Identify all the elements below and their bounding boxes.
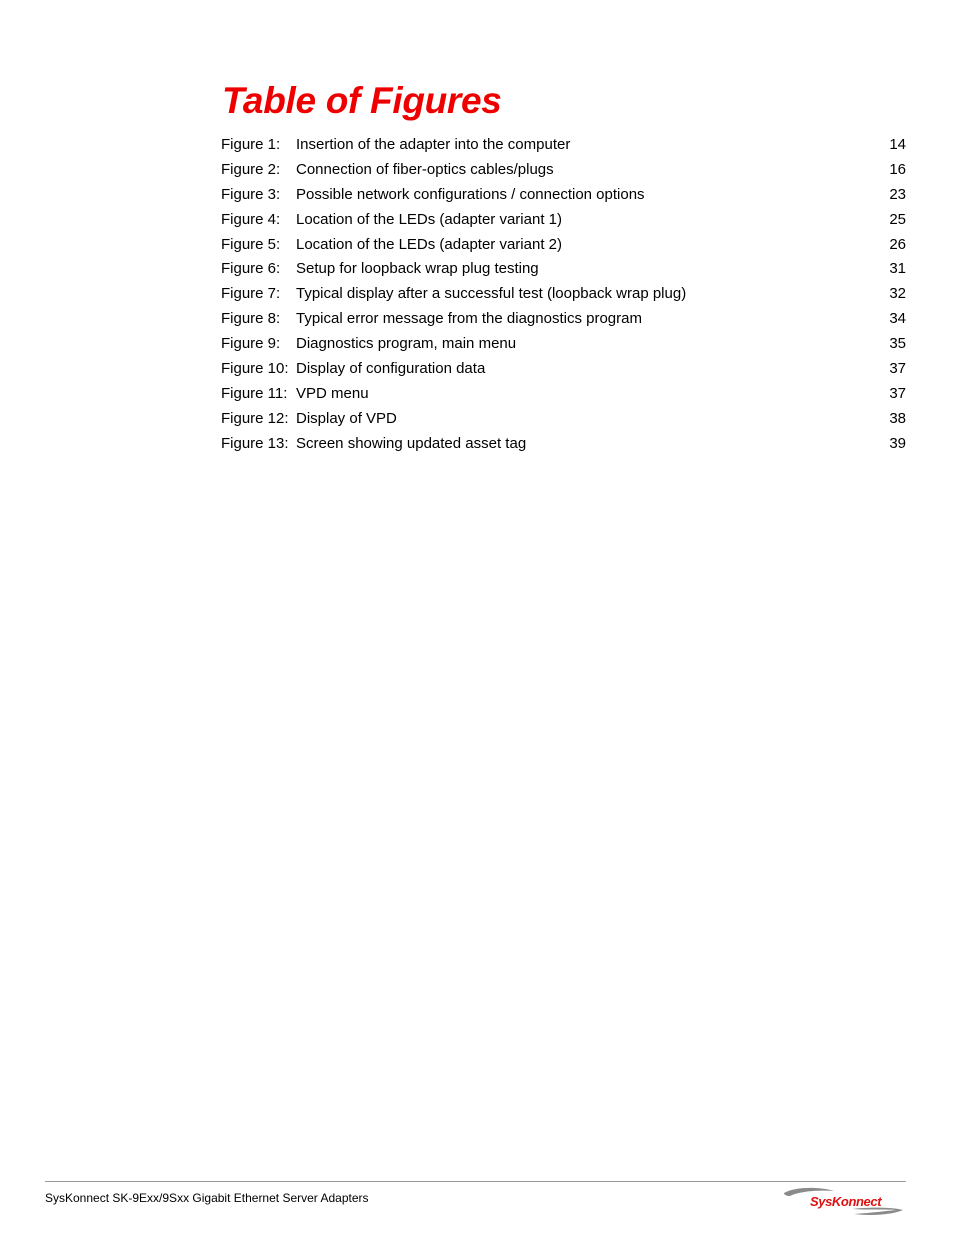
figure-page-number: 16 (889, 160, 906, 178)
figure-caption: Display of configuration data (296, 360, 486, 378)
figure-label: Figure 8: (221, 310, 281, 328)
figure-caption: Typical error message from the diagnostics program (296, 310, 642, 328)
figure-entry-11[interactable] (221, 381, 906, 406)
figure-label: Figure 5: (221, 235, 281, 253)
figure-page-number: 34 (889, 310, 906, 328)
figure-page-number: 38 (889, 409, 906, 427)
figure-page-number: 31 (889, 260, 906, 278)
figure-caption: Possible network configurations / connection options (296, 185, 645, 203)
figure-entry-7[interactable] (221, 281, 906, 306)
figure-caption: Location of the LEDs (adapter variant 2) (296, 235, 562, 253)
footer-divider (45, 1181, 906, 1182)
figure-label: Figure 3: (221, 185, 281, 203)
figure-entry-10[interactable] (221, 356, 906, 381)
figure-page-number: 35 (889, 335, 906, 353)
figure-page-number: 25 (889, 210, 906, 228)
figure-caption: Screen showing updated asset tag (296, 434, 527, 452)
figure-label: Figure 10: (221, 360, 289, 378)
figure-label: Figure 12: (221, 409, 289, 427)
figure-caption: Setup for loopback wrap plug testing (296, 260, 539, 278)
figure-page-number: 26 (889, 235, 906, 253)
figure-caption: VPD menu (296, 384, 369, 402)
figure-caption: Typical display after a successful test (loopback wrap plug) (296, 285, 687, 303)
figure-label: Figure 2: (221, 160, 281, 178)
figure-page-number: 14 (889, 136, 906, 153)
figure-caption: Location of the LEDs (adapter variant 1) (296, 210, 562, 228)
figure-page-number: 37 (889, 384, 906, 402)
figure-page-number: 23 (889, 185, 906, 203)
figure-entry-4[interactable] (221, 207, 906, 232)
figure-label: Figure 1: (221, 136, 281, 153)
figure-page-number: 39 (889, 434, 906, 452)
figure-label: Figure 11: (221, 384, 288, 402)
figure-entry-13[interactable] (221, 431, 906, 456)
page-title: Table of Figures (222, 80, 502, 121)
figure-page-number: 32 (889, 285, 906, 303)
figure-entry-12[interactable] (221, 406, 906, 431)
figure-label: Figure 4: (221, 210, 281, 228)
figure-caption: Insertion of the adapter into the computer (296, 136, 571, 153)
figure-label: Figure 9: (221, 335, 281, 353)
footer-title: SysKonnect SK-9Exx/9Sxx Gigabit Ethernet Server Adapters (45, 1191, 369, 1205)
figure-entry-6[interactable] (221, 256, 906, 281)
figure-caption: Diagnostics program, main menu (296, 335, 517, 353)
figure-entry-5[interactable] (221, 232, 906, 257)
figure-label: Figure 13: (221, 434, 289, 452)
figure-entry-3[interactable] (221, 182, 906, 207)
figure-caption: Display of VPD (296, 409, 397, 427)
figure-entry-9[interactable] (221, 331, 906, 356)
figure-page-number: 37 (889, 360, 906, 378)
syskonnect-logo-icon (782, 1185, 906, 1219)
figure-caption: Connection of fiber-optics cables/plugs (296, 160, 554, 178)
logo-text: SysKonnect (810, 1194, 882, 1209)
figure-label: Figure 7: (221, 285, 281, 303)
figure-label: Figure 6: (221, 260, 281, 278)
figure-list (221, 132, 906, 456)
figure-entry-1[interactable] (221, 132, 906, 157)
figure-entry-2[interactable] (221, 157, 906, 182)
figure-entry-8[interactable] (221, 306, 906, 331)
